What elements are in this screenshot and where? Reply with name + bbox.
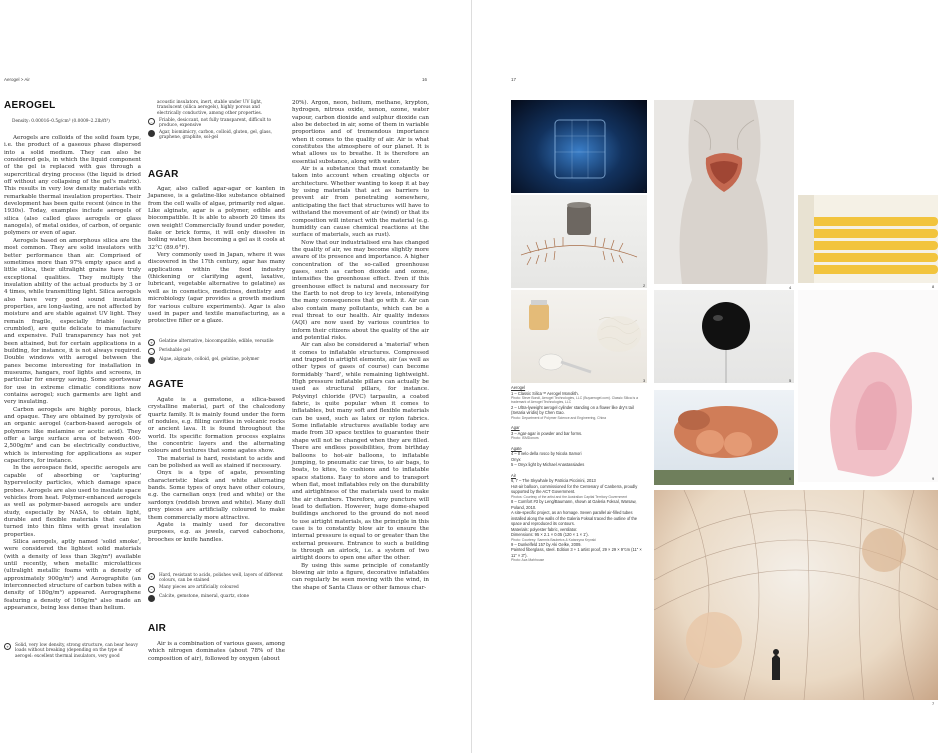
property-row: [148, 573, 285, 584]
related-dot-icon: [148, 595, 155, 602]
caption-credit: Photo: Aza Mahhouse: [511, 558, 545, 563]
caption-line: Materials: polyester fabric, ventilator.: [511, 526, 578, 532]
figure-number: 2: [643, 283, 646, 288]
property-text: Gelatine alternative, biocompatible, edible, versatile: [159, 339, 274, 344]
paragraph: Agar, also called agar-agar or kanten in Japanese, is a gelatine-like substance obtained from the cell walls of algae, primarily red algae. Like alginate, agar is a polymer, edible and biocompatible. It is able to absorb 20 times its own weight! Commercially found under powder, flake or brick forms, it will only dissolve in boiling water, then becoming a gel as it cools at 32°C (89.6°F).: [148, 186, 285, 251]
property-text: Solid, very low density, strong structure, can bear heavy loads without breaking (depending on the type of aerogel: excellent thermal insulators, very good: [15, 643, 139, 659]
aerogel-cylinder-flower-photo: [511, 195, 647, 288]
caption-heading: Air: [511, 472, 517, 478]
caption-line: Dimensions: 95 × 2.1 × 0.05 (120 × 1 × 1').: [511, 532, 589, 538]
caption-credit: Photo: Steve Bondi, Aerogel Technologies, LLC (Buyaerogel.com). Classic Silica is a trademark of Aerogel Technologies, LLC: [511, 396, 638, 405]
caption-credit: Photo: Courtesy: Sammis Baubetcs & Katarzyna Krynski: [511, 537, 596, 542]
property-text: Many pieces are artificially coloured: [159, 585, 239, 591]
property-text: Algae, alginate, colloid, gel, gelatine, polymer: [159, 356, 260, 362]
paragraph: Carbon aerogels are highly porous, black and opaque. They are obtained by pyrolysis of an organic aerogel (carbon-based aerogels of polymers like melamine or acetic acid). They offer a large surface area of between 400-2,500g/m² and can be electrically conductive, which is interesting for applications as super capacitors, for instance.: [4, 406, 141, 465]
agate-properties: [148, 573, 285, 603]
aerogel-body: [4, 135, 141, 612]
caption-heading: Agate: [511, 445, 522, 451]
paragraph: Silica aerogels, aptly named 'solid smoke', were considered the lightest solid materials (with a density of less than 3kg/m³) available until recently, when metallic microlattices (ultralight metallic foams with a density of approximately 900g/m³) and Aerographite (an interconnected structure of carbon tubes with a density of 180g/m³) appeared. Aerographene featuring a density of 160g/m³ also made an appearance, being less dense than helium.: [4, 538, 141, 611]
paragraph: The material is hard, resistant to acids and can be polished as well as stained if necessary.: [148, 455, 285, 470]
caption-line: 2 – Ultra-lyweight aerogel cylinder standing on a flower like dry's tail (Setaria viridis) by Chen Gao.: [511, 404, 634, 416]
paragraph: Aerogels are colloids of the solid foam type, i.e. the product of a gaseous phase dispersed into a solid medium. They can also be considered gels, in which the liquid component of the gel is replaced with gas through a supercritical drying process (the liquid is dried off without any collapsing of the gel's matrix). This results in very low density materials with remarkable thermal insulation properties. Their development has been quite recent (since in the 1930s). Today, examples include aerogels of silica (also called glass aerogels or glass nanogels), of metal oxides, of carbon, of organic polymers or even of agar.: [4, 135, 141, 237]
property-row: [148, 594, 285, 601]
aerogel-properties-cont: [148, 100, 285, 142]
air-body-cont: [292, 100, 429, 592]
caption-credit: Photos: Courtesy of the artist and the Australian Capital Territory Government: [511, 494, 628, 499]
property-row: [148, 357, 285, 364]
caption-line: 9 – Dunkelfeld 157 by Aki Gelke, 2009.: [511, 541, 582, 547]
aerogel-density: Density: 0.00016–0.5g/cm³ (0.0009–2.2lb/ft³): [12, 119, 110, 124]
caption-credit: Photo: Department of Polymer Science and Engineering, China: [511, 415, 606, 420]
black-balloon-photo: [654, 290, 794, 383]
minus-icon: –: [148, 586, 155, 593]
caption-line: Painted fiberglass, steel. Edition 3 + 1 artist proof, 29 × 29 × 9"cm (11" × 11" × 3").: [511, 547, 642, 558]
caption-line: 6, 7 – The Skywhale by Patricia Piccinini, 2013: [511, 478, 596, 484]
skywhale-photo: [654, 390, 794, 485]
plus-icon: +: [149, 339, 154, 345]
agar-properties: [148, 339, 285, 366]
agar-heading: AGAR: [148, 169, 179, 180]
paragraph: Agate is a gemstone, a silica-based crystalline material, part of the chalcedony quartz family. It is mainly found under the form of nodules, e.g. filling cavities in volcanic rocks or ancient lava. It is found throughout the world. Its specific formation process explains the concentric layers and the alternating colours and textures that some agates show.: [148, 397, 285, 455]
caption-credit: Photo: ISMDonors: [511, 436, 539, 441]
dunkelfeld-installation-photo: [654, 490, 938, 700]
figure-number: 1: [643, 188, 646, 193]
pink-inflatable-photo: [798, 290, 938, 482]
air-body: [148, 641, 285, 663]
caption-line: 4 – Il velo della rosco by Nicola Samori: [511, 451, 582, 457]
figure-captions: [511, 385, 647, 563]
minus-icon: –: [148, 348, 155, 355]
caption-line: Onyx: [511, 456, 521, 462]
paragraph: By using this same principle of constantly blowing air into a figure, decorative inflatables can regularly be seen moving with the wind, in the shape of Santa Claus or other famous char-: [292, 562, 429, 591]
property-text: Agar, biomimicry, carbon, colloid, gluten, gel, glass, graphene, graphite, sol-gel: [159, 130, 272, 141]
page-fold: [471, 0, 472, 753]
agate-body: [148, 397, 285, 544]
figure-number: 7: [932, 701, 935, 706]
marble-sculpture-photo: [654, 100, 794, 284]
paragraph: Onyx is a type of agate, presenting characteristic black and white alternating bands. Some types of onyx have other colours, e.g. the carnelian onyx (red and white) or the sardonyx (reddish brown and white). Many dull grey pieces are artificially coloured to make them commercially more attractive.: [148, 470, 285, 521]
paragraph: Air can also be considered a 'material' when it comes to inflatable structures. Compressed and trapped in airtight elements, air (as well as other types of gases of course) can become formidably 'hard', while remaining lightweight. High pressure inflatable pillars can actually be used as structural pillars, for instance. Polyvinyl chloride (PVC) tarpaulin, a coated fabric, is quite popular when it comes to inflatables, but many soft and flexible materials can be used, such as latex or nylon fabrics. Some inflatable structures available today are made from 3D space textiles to guarantee their shape will not be changed when they are filled. There are endless possibilities, from birthday balloons to hot-air balloons, to inflatable jumping, to pneumatic car tires, to air bags, to boats, to kites, to cushions and to inflatable space stations. Easy to store and to transport when flat, most inflatables rely on the durability and airtightness of the materials used to make the air chambers. Therefore, any puncture will lead to deflation. However, huge dome-shaped buildings anchored to the ground do not need to use airtight materials, as the principle in this case is to constantly blow air to ensure the internal pressure is equal to or greater than the external pressure. Entrance to such a building is through an airlock, i.e. a system of two airtight doors to open one after the other.: [292, 342, 429, 562]
caption-line: 8 – Comfort #3 by Leng/Baumann, shown at Galeria Foksal, Warsaw, Poland, 2010.: [511, 499, 637, 510]
paragraph: Agate is mainly used for decorative purposes, e.g. as jewels, carved cabochons, brooches or knife handles.: [148, 521, 285, 543]
agar-body: [148, 186, 285, 326]
minus-icon: –: [148, 118, 155, 125]
property-row: [148, 585, 285, 592]
figure-number: 6: [789, 476, 792, 481]
caption-line: A site-specific project, as an homage. Seven parallel air-filled tubes installed along the walls of the Galeria Foksal traced the outline of the space and reproduced its contours.: [511, 510, 638, 527]
property-row: [4, 643, 141, 659]
page-number-left: 16: [422, 77, 428, 82]
property-row: [148, 339, 285, 346]
property-row: [148, 348, 285, 355]
paragraph: Air is a substance that must constantly be taken into account when creating objects or architecture. Whether wanting to keep it at bay by using materials that act as barriers to prevent air from penetrating somewhere, anticipating the fact that structures will have to withstand the movement of air (wind) or that its composition will interact with the material (e.g. humidity can cause chemical reactions at the surface of materials, such as rust).: [292, 166, 429, 239]
page-number-right: 17: [511, 77, 517, 82]
plus-icon: +: [149, 573, 154, 579]
aerogel-heading: AEROGEL: [4, 100, 56, 111]
caption-line: 1 – Classic Silica™ Aerogel Monolith.: [511, 390, 579, 396]
paragraph: Aerogels based on amorphous silica are the most common. They are solid insulators with better performance than air. Comprised of sometimes more than 97% empty space and a little silica, their ultralight grains have truly exceptional qualities. They multiply the insulation ability of the actual products by 3 or 4 times, while transmitting light. Silica aerogels also have very good sound insulation properties, are long-lasting, are not affected by moisture and are stable against UV light. They remain fragile, especially friable (easily crumbled), are quite delicate to manufacture and expensive. Full transparency has not yet been attained, but for certain applications in a building, for instance, it is not always required. Double windows with aerogel between the panes become interesting for installation in museums, hangars, roof lights and screens, in particular for energy saving. Some sportswear for use in extreme climatic conditions now contains aerogel; such garments are light and very insulating.: [4, 237, 141, 406]
yellow-inflatable-photo: [798, 195, 938, 283]
running-head: Aerogel > Air: [4, 77, 30, 82]
caption-line: 3 – Agar-agar in powder and bar forms.: [511, 430, 583, 436]
property-text: Friable, desiccant, not fully transparent, difficult to produce, expensive: [159, 117, 272, 129]
paragraph: Now that our industrialised era has changed the quality of air, we may become slightly more aware of its presence and importance. A higher concentration of the so-called greenhouse gases, such as carbon dioxide and ozone, intensifies the greenhouse effect. Even if this greenhouse effect is natural and necessary for the Earth to not drop to icy levels, intensifying the many consequences that go with it. Air can also contain many pollutants, which can be a real threat to our health. Air quality indexes (AQI) are now used by various countries to inform their citizens about the quality of the air and potential risks.: [292, 239, 429, 341]
property-text: Perishable gel: [159, 347, 190, 353]
aerogel-properties: [4, 643, 141, 661]
figure-number: 5: [789, 378, 792, 383]
paragraph: In the aerospace field, specific aerogels are capable of absorbing or 'capturing' hypervelocity particles, which damage space probes. Aerogels are also used to insulate space vehicles from heat. Polymer-enhanced aerogels as well as polymer-based aerogels are under study, especially by NASA, to obtain light, durable and flexible materials that can be turned into thin films with great insulation properties.: [4, 465, 141, 538]
paragraph: Air is a combination of various gases, among which nitrogen dominates (about 78% of the composition of air), followed by oxygen (about: [148, 641, 285, 662]
property-text: Calcite, gemstone, mineral, quartz, stone: [159, 594, 250, 600]
related-dot-icon: [148, 357, 155, 364]
property-row: [148, 118, 285, 129]
property-row: [148, 130, 285, 141]
caption-line: Hot-air balloon, commissioned for the Centenary of Canberra, proudly supported by the ACT Government.: [511, 483, 638, 495]
air-heading: AIR: [148, 623, 167, 634]
agar-powder-bars-photo: [511, 290, 647, 383]
paragraph: Very commonly used in Japan, where it was discovered in the 17th century, agar has many applications within the food industry (thickening or clarifying agent, laxative, lubricant, vegetable alternative to gelatine) as well as in cosmetics, medicines, dentistry and microbiology (agar provides a growth medium for various culture experiments). Agar is also used in paper and textile manufacturing, as a protective filler or a glaze.: [148, 252, 285, 325]
agate-heading: AGATE: [148, 379, 184, 390]
figure-number: 4: [789, 285, 792, 290]
paragraph: 20%). Argon, neon, helium, methane, krypton, hydrogen, nitrous oxide, xenon, ozone, water vapour, carbon dioxide and sulphur dioxide can also be detected in air, some of them in variable proportions and of tremendous importance when it comes to the quality of air. Air is what constitutes the atmosphere of our planet. It is what allows us to breathe. It is therefore an essential substance, along with water.: [292, 100, 429, 165]
property-text: acoustic insulators, inert, stable under UV light, translucent (silica aerogels), highly porous and electrically conductive, among other properties.: [157, 100, 263, 116]
property-text: Hard, resistant to acids, polishes well, layers of different colours, can be stained: [159, 573, 283, 584]
figure-number: 8: [932, 284, 935, 289]
property-row: [148, 100, 285, 116]
related-dot-icon: [148, 130, 155, 137]
figure-number: 3: [643, 378, 646, 383]
plus-icon: +: [5, 643, 10, 649]
caption-line: 5 – Onyx light by Michael Anastassiades: [511, 462, 585, 468]
figure-number: 9: [932, 476, 935, 481]
caption-heading: Aerogel: [511, 385, 526, 390]
caption-heading: Agar: [511, 425, 520, 431]
aerogel-monolith-photo: [511, 100, 647, 193]
